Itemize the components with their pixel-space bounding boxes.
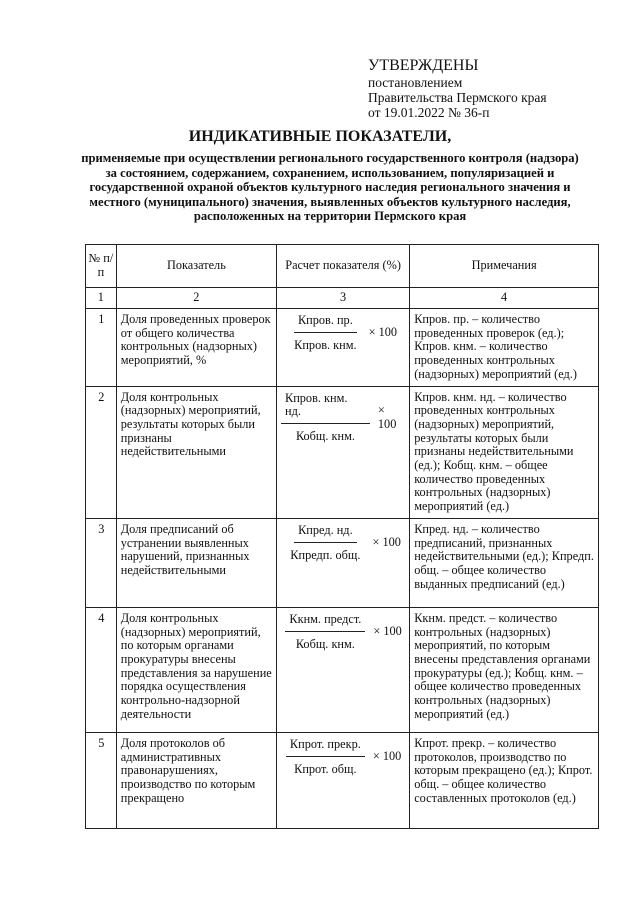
row-formula — [277, 732, 410, 828]
indicators-table — [85, 244, 599, 829]
row-formula — [277, 607, 410, 732]
row-indicator: Доля контрольных (надзорных) мероприятий, результаты которых были признаны недействительными — [116, 386, 276, 518]
header-number: № п/п — [86, 245, 117, 288]
approval-block — [368, 56, 547, 120]
row-indicator: Доля проведенных проверок от общего количества контрольных (надзорных) мероприятий, % — [116, 309, 276, 387]
approval-line-2: Правительства Пермского края — [368, 90, 547, 105]
table-row — [86, 732, 599, 828]
row-indicator: Доля предписаний об устранении выявленных нарушений, признанных недействительными — [116, 518, 276, 607]
formula-multiplier: × 100 — [373, 624, 402, 639]
formula-denominator: Кпредп. общ. — [290, 547, 361, 562]
approval-title: УТВЕРЖДЕНЫ — [368, 57, 479, 74]
header-calculation: Расчет показателя (%) — [277, 245, 410, 288]
formula-denominator: Кобщ. кнм. — [295, 428, 355, 443]
column-number: 1 — [86, 288, 117, 309]
formula-numerator: Кпрот. прекр. — [286, 738, 365, 757]
table-row — [86, 607, 599, 732]
header-notes: Примечания — [410, 245, 599, 288]
row-notes: Кпров. пр. – количество проведенных проверок (ед.); Кпров. кнм. – количество проведенных контрольных (надзорных) мероприятий (ед.) — [410, 309, 599, 387]
document-title: ИНДИКАТИВНЫЕ ПОКАЗАТЕЛИ, — [188, 128, 452, 145]
table-row — [86, 309, 599, 387]
approval-line-1: постановлением — [368, 75, 463, 90]
row-number: 2 — [86, 386, 117, 518]
formula-multiplier: × 100 — [372, 535, 401, 550]
formula-numerator: Кпред. нд. — [294, 524, 357, 543]
table-row — [86, 386, 599, 518]
formula-denominator: Кпров. кнм. — [294, 337, 357, 352]
row-notes: Кпров. кнм. нд. – количество проведенных контрольных (надзорных) мероприятий, результаты которых были признаны недействительными (ед.); Кобщ. кнм. – общее количество проведенных контрольных (надзорных) мероприятий (ед.) — [410, 386, 599, 518]
table-row — [86, 518, 599, 607]
row-formula — [277, 386, 410, 518]
column-number: 3 — [277, 288, 410, 309]
row-number: 1 — [86, 309, 117, 387]
formula-multiplier: × 100 — [372, 749, 402, 764]
formula-denominator: Кпрот. общ. — [294, 761, 357, 776]
row-number: 5 — [86, 732, 117, 828]
row-notes: Кпред. нд. – количество предписаний, признанных недействительными (ед.); Кпредп. общ. – общее количество выданных предписаний (ед.) — [410, 518, 599, 607]
formula-multiplier: × 100 — [368, 325, 398, 340]
header-indicator: Показатель — [116, 245, 276, 288]
approval-line-3: от 19.01.2022 № 36-п — [368, 105, 490, 120]
formula-numerator: Ккнм. предст. — [285, 613, 365, 632]
formula-numerator: Кпров. пр. — [294, 314, 357, 333]
row-formula — [277, 518, 410, 607]
table-header-row — [86, 245, 599, 288]
row-number: 3 — [86, 518, 117, 607]
column-number: 2 — [116, 288, 276, 309]
formula-multiplier: × 100 — [377, 402, 397, 431]
row-notes: Кпрот. прекр. – количество протоколов, производство по которым прекращено (ед.); Кпрот. общ. – общее количество составленных протоколов (ед.) — [410, 732, 599, 828]
column-numbers-row — [86, 288, 599, 309]
row-number: 4 — [86, 607, 117, 732]
row-formula — [277, 309, 410, 387]
row-notes: Ккнм. предст. – количество контрольных (надзорных) мероприятий, по которым внесены представления органами прокуратуры (ед.); Кобщ. кнм. – общее количество проведенных контрольных (надзорных) мероприятий (ед.) — [410, 607, 599, 732]
document-subtitle: применяемые при осуществлении регионального государственного контроля (надзора) за состоянием, содержанием, сохранением, использованием, популяризацией и государственной охраной объектов культурного наследия регионального значения и местного (муниципального) значения, выявленных объектов культурного наследия, расположенных на территории Пермского края — [81, 151, 579, 223]
column-number: 4 — [410, 288, 599, 309]
formula-numerator: Кпров. кнм. нд. — [281, 392, 370, 424]
row-indicator: Доля контрольных (надзорных) мероприятий, по которым органами прокуратуры внесены представления за нарушение порядка осуществления контрольно-надзорной деятельности — [116, 607, 276, 732]
formula-denominator: Кобщ. кнм. — [295, 636, 355, 651]
row-indicator: Доля протоколов об административных правонарушениях, производство по которым прекращено — [116, 732, 276, 828]
